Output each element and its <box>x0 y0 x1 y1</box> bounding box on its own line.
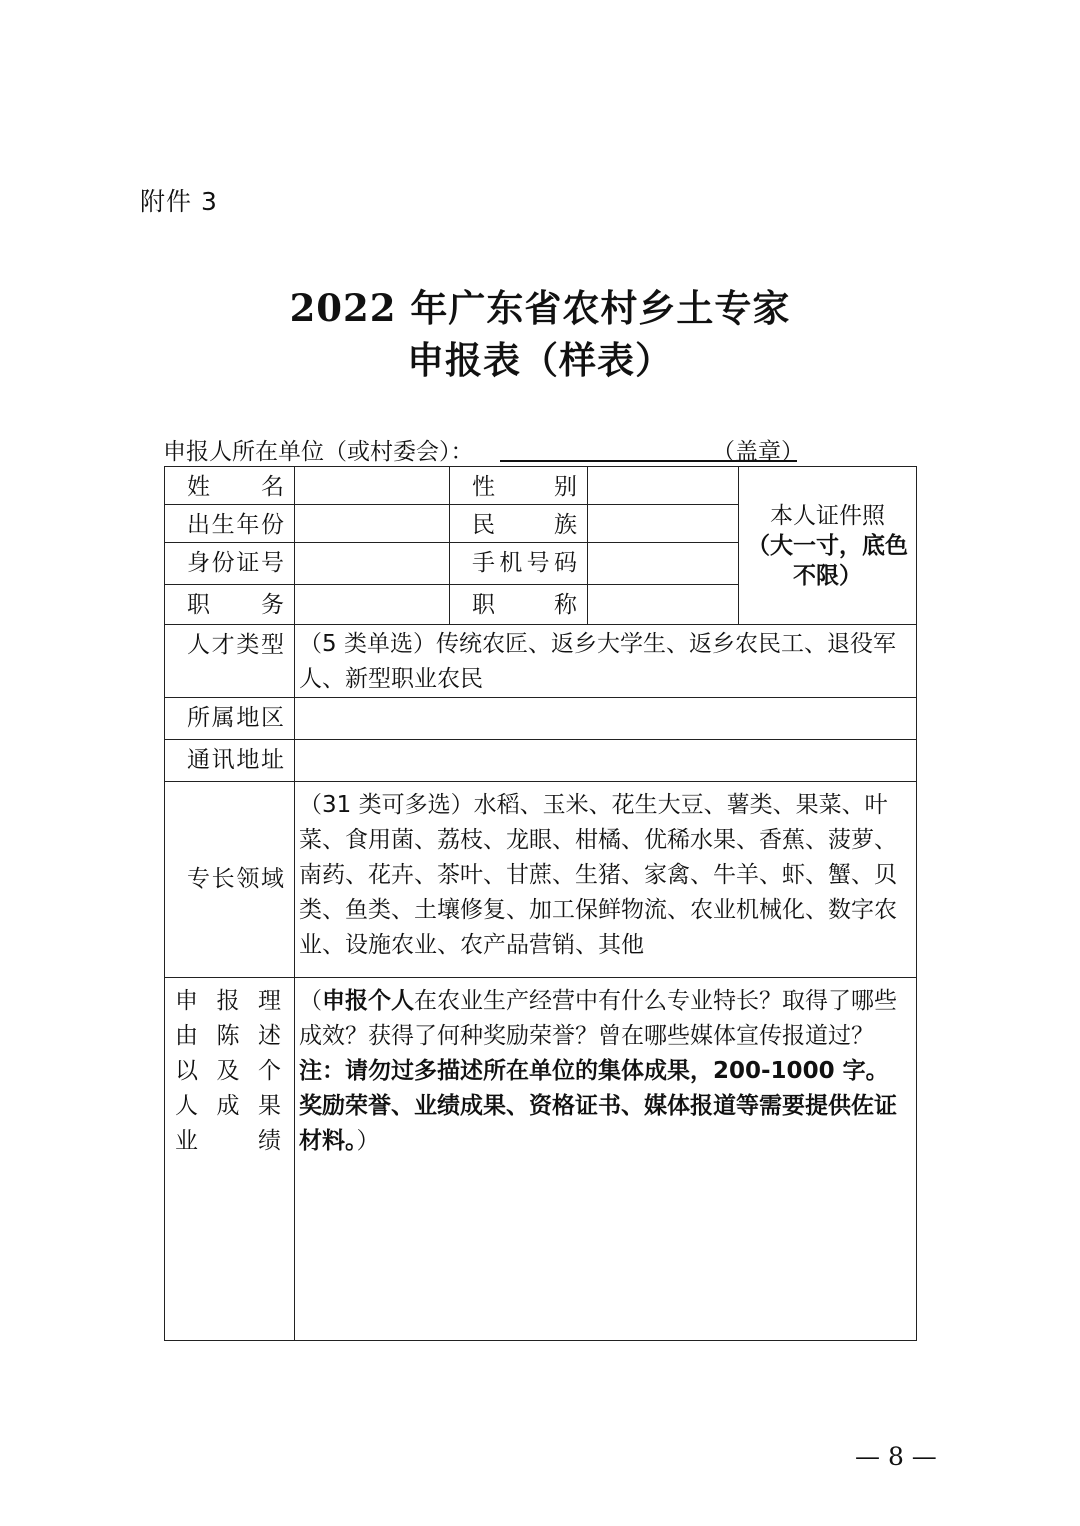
id-number-label: 身份证号 <box>165 543 295 585</box>
reason-field[interactable] <box>295 978 917 1341</box>
position-label: 职务 <box>165 585 295 625</box>
name-field[interactable] <box>295 467 450 505</box>
specialty-field[interactable]: （31 类可多选）水稻、玉米、花生大豆、薯类、果菜、叶菜、食用菌、荔枝、龙眼、柑橘、优稀水果、香蕉、菠萝、南药、花卉、茶叶、甘蔗、生猪、家禽、牛羊、虾、蟹、贝类、鱼类、土壤修复、加工保鲜物流、农业机械化、数字农业、设施农业、农产品营销、其他 <box>295 782 917 978</box>
photo-caption: 本人证件照 <box>770 502 885 529</box>
specialty-label: 专长领域 <box>165 782 295 978</box>
photo-note-line2: 不限） <box>793 562 862 589</box>
document-title: 2022 年广东省农村乡土专家 <box>289 286 791 330</box>
talent-type-field[interactable]: （5 类单选）传统农匠、返乡大学生、返乡农民工、退役军人、新型职业农民 <box>295 625 917 698</box>
gender-label: 性别 <box>450 467 588 505</box>
id-number-field[interactable] <box>295 543 450 585</box>
photo-box[interactable] <box>739 467 917 625</box>
attachment-label: 附件 3 <box>140 187 218 216</box>
region-field[interactable] <box>295 698 917 740</box>
address-field[interactable] <box>295 740 917 782</box>
phone-label: 手机号码 <box>450 543 588 585</box>
reason-open: （ <box>299 988 322 1014</box>
stamp-label: （盖章） <box>712 439 804 465</box>
document-subtitle: 申报表（样表） <box>407 338 673 382</box>
name-label: 姓名 <box>165 467 295 505</box>
birth-year-field[interactable] <box>295 505 450 543</box>
photo-note-line1: （大一寸，底色 <box>747 532 908 559</box>
phone-field[interactable] <box>588 543 739 585</box>
reason-label: 申报理由陈述以及个人成果业绩 <box>165 978 295 1341</box>
reason-bold-subject: 申报个人 <box>322 988 414 1014</box>
region-label: 所属地区 <box>165 698 295 740</box>
address-label: 通讯地址 <box>165 740 295 782</box>
application-form <box>164 466 917 1341</box>
reason-note: 注：请勿过多描述所在单位的集体成果，200-1000 字。奖励荣誉、业绩成果、资格证书、媒体报道等需要提供佐证材料。 <box>299 1058 897 1154</box>
position-field[interactable] <box>295 585 450 625</box>
reason-close: ） <box>356 1128 380 1154</box>
ethnicity-field[interactable] <box>588 505 739 543</box>
job-title-field[interactable] <box>588 585 739 625</box>
page-number: — 8 — <box>855 1442 937 1471</box>
job-title-label: 职称 <box>450 585 588 625</box>
birth-year-label: 出生年份 <box>165 505 295 543</box>
unit-label: 申报人所在单位（或村委会）： <box>163 439 474 465</box>
talent-type-label: 人才类型 <box>165 625 295 698</box>
gender-field[interactable] <box>588 467 739 505</box>
ethnicity-label: 民族 <box>450 505 588 543</box>
reason-prompt: 在农业生产经营中有什么专业特长？取得了哪些成效？获得了何种奖励荣誉？曾在哪些媒体宣传报道过？ <box>299 988 897 1049</box>
